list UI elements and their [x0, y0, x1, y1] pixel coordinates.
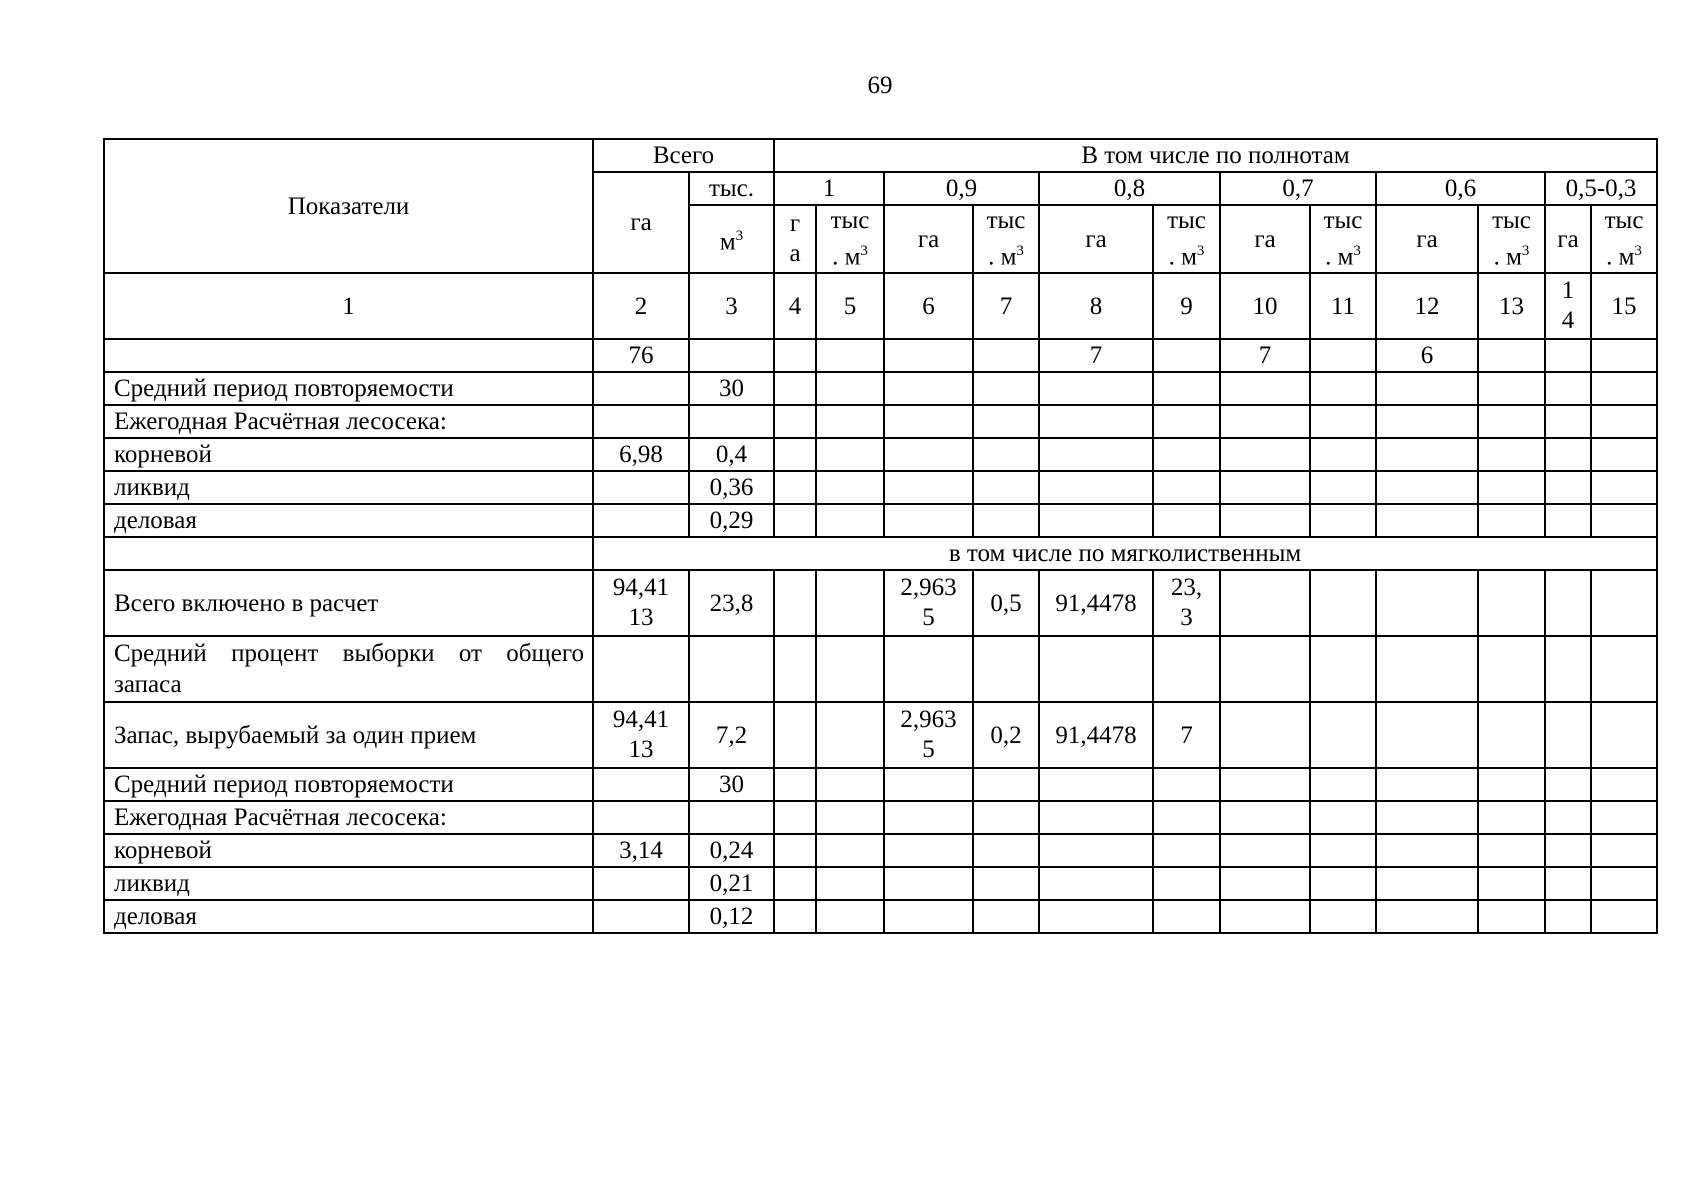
table-cell — [689, 339, 774, 372]
table-cell — [1545, 405, 1591, 438]
table-row — [104, 801, 1657, 834]
table-cell — [1591, 438, 1657, 471]
ha-unit-header: га — [1220, 205, 1310, 273]
row-label: Всего включено в расчет — [104, 570, 593, 636]
table-cell — [774, 405, 816, 438]
table-cell — [816, 372, 884, 405]
table-row — [104, 405, 1657, 438]
table-cell — [1478, 339, 1545, 372]
table-cell — [1545, 834, 1591, 867]
table-cell — [593, 636, 689, 702]
table-cell — [884, 768, 973, 801]
row-label: деловая — [104, 504, 593, 537]
ha-unit-header: га — [884, 205, 973, 273]
table-cell — [1591, 570, 1657, 636]
table-cell — [1220, 768, 1310, 801]
table-cell — [1376, 372, 1478, 405]
table-cell — [1310, 867, 1376, 900]
table-cell: 7 — [1220, 339, 1310, 372]
table-cell: 30 — [689, 768, 774, 801]
table-cell — [1545, 900, 1591, 933]
table-cell — [1039, 768, 1153, 801]
table-row — [104, 471, 1657, 504]
table-cell — [1153, 504, 1220, 537]
table-cell — [1310, 438, 1376, 471]
table-cell — [1376, 834, 1478, 867]
table-cell: 0,12 — [689, 900, 774, 933]
table-cell — [1591, 900, 1657, 933]
table-cell — [816, 339, 884, 372]
table-cell — [1220, 900, 1310, 933]
row-label: ликвид — [104, 471, 593, 504]
table-cell — [816, 636, 884, 702]
table-cell — [816, 504, 884, 537]
table-cell — [1039, 636, 1153, 702]
table-cell — [1376, 867, 1478, 900]
table-cell — [593, 867, 689, 900]
table-cell — [816, 702, 884, 768]
table-cell: 0,36 — [689, 471, 774, 504]
column-number: 10 — [1220, 273, 1310, 339]
table-row — [104, 339, 1657, 372]
table-cell — [1478, 471, 1545, 504]
table-cell — [1153, 801, 1220, 834]
table-cell — [774, 801, 816, 834]
table-cell — [1220, 504, 1310, 537]
table-cell — [973, 438, 1039, 471]
density-header-0-7: 0,7 — [1220, 172, 1376, 205]
table-cell — [1153, 768, 1220, 801]
table-cell — [973, 405, 1039, 438]
column-number: 7 — [973, 273, 1039, 339]
table-cell — [1478, 867, 1545, 900]
table-cell — [1039, 504, 1153, 537]
table-cell — [1591, 471, 1657, 504]
column-number: 1 4 — [1545, 273, 1591, 339]
table-cell — [884, 438, 973, 471]
row-label — [104, 339, 593, 372]
column-number: 13 — [1478, 273, 1545, 339]
table-cell — [1591, 339, 1657, 372]
table-cell — [1153, 372, 1220, 405]
table-cell — [1376, 471, 1478, 504]
row-label: корневой — [104, 438, 593, 471]
row-label: Средний процент выборки от общего запаса — [104, 636, 593, 702]
table-cell: 0,21 — [689, 867, 774, 900]
thous-m3-unit-header: тыс . $м^3$ — [1310, 205, 1376, 273]
table-cell — [973, 900, 1039, 933]
table-cell — [1376, 570, 1478, 636]
section-title: в том числе по мягколиственным — [593, 537, 1657, 570]
table-cell — [973, 636, 1039, 702]
table-cell: 7,2 — [689, 702, 774, 768]
table-cell — [593, 900, 689, 933]
column-number: 12 — [1376, 273, 1478, 339]
table-cell — [593, 768, 689, 801]
table-cell: 23,8 — [689, 570, 774, 636]
table-cell — [774, 636, 816, 702]
ha-unit-header: га — [1376, 205, 1478, 273]
forest-cutting-table — [103, 138, 1658, 934]
thous-m3-unit-header: тыс . $м^3$ — [816, 205, 884, 273]
table-cell — [1153, 900, 1220, 933]
table-cell — [1545, 867, 1591, 900]
table-cell — [1591, 636, 1657, 702]
table-cell — [1153, 339, 1220, 372]
ha-unit-header: га — [1039, 205, 1153, 273]
table-cell: 91,4478 — [1039, 702, 1153, 768]
table-cell — [973, 339, 1039, 372]
table-cell — [1545, 438, 1591, 471]
row-label: Запас, вырубаемый за один прием — [104, 702, 593, 768]
table-cell — [973, 834, 1039, 867]
column-number: 15 — [1591, 273, 1657, 339]
column-number: 2 — [593, 273, 689, 339]
table-cell — [1039, 405, 1153, 438]
table-cell — [1545, 801, 1591, 834]
table-cell — [1310, 900, 1376, 933]
table-row — [104, 867, 1657, 900]
table-cell — [1220, 801, 1310, 834]
table-cell — [884, 834, 973, 867]
page-number: 69 — [867, 72, 893, 99]
table-cell — [1310, 405, 1376, 438]
by-density-header: В том числе по полнотам — [774, 139, 1657, 172]
column-number: 5 — [816, 273, 884, 339]
table-cell — [774, 504, 816, 537]
table-cell — [774, 867, 816, 900]
table-cell — [1039, 471, 1153, 504]
table-cell — [884, 405, 973, 438]
row-label: Средний период повторяемости — [104, 768, 593, 801]
table-cell — [1545, 702, 1591, 768]
thous-m3-unit-header: тыс . $м^3$ — [973, 205, 1039, 273]
total-thous-header: тыс. — [689, 172, 774, 205]
table-cell — [1376, 438, 1478, 471]
table-cell — [1310, 768, 1376, 801]
table-cell — [774, 471, 816, 504]
table-cell — [774, 372, 816, 405]
table-cell — [1310, 636, 1376, 702]
column-number: 4 — [774, 273, 816, 339]
table-cell — [593, 372, 689, 405]
table-cell: 30 — [689, 372, 774, 405]
table-row — [104, 834, 1657, 867]
table-cell — [816, 834, 884, 867]
table-cell — [1376, 801, 1478, 834]
row-label: ликвид — [104, 867, 593, 900]
table-cell — [1478, 504, 1545, 537]
table-cell — [1153, 438, 1220, 471]
total-header: Всего — [593, 139, 774, 172]
table-cell — [973, 801, 1039, 834]
table-cell — [1376, 636, 1478, 702]
table-cell — [973, 372, 1039, 405]
table-cell — [1545, 636, 1591, 702]
table-cell — [1310, 702, 1376, 768]
table-cell — [884, 801, 973, 834]
table-cell: 3,14 — [593, 834, 689, 867]
table-cell — [816, 801, 884, 834]
density-header-0-8: 0,8 — [1039, 172, 1220, 205]
table-cell — [689, 801, 774, 834]
column-number: 3 — [689, 273, 774, 339]
table-cell: 94,41 13 — [593, 702, 689, 768]
column-number: 9 — [1153, 273, 1220, 339]
table-row — [104, 438, 1657, 471]
table-cell: 0,29 — [689, 504, 774, 537]
table-cell — [1220, 570, 1310, 636]
table-cell — [884, 471, 973, 504]
table-cell — [1591, 867, 1657, 900]
table-cell — [1376, 405, 1478, 438]
table-row — [104, 372, 1657, 405]
total-ha-header: га — [593, 172, 689, 273]
table-cell — [1545, 372, 1591, 405]
table-cell — [1478, 570, 1545, 636]
table-cell: 0,5 — [973, 570, 1039, 636]
row-label: Ежегодная Расчётная лесосека: — [104, 801, 593, 834]
table-cell — [1545, 570, 1591, 636]
table-cell — [1478, 801, 1545, 834]
column-number: 11 — [1310, 273, 1376, 339]
table-cell — [1039, 372, 1153, 405]
thous-m3-unit-header: тыс . $м^3$ — [1153, 205, 1220, 273]
table-cell — [1220, 867, 1310, 900]
table-cell — [1310, 471, 1376, 504]
table-cell — [816, 768, 884, 801]
table-cell: 0,24 — [689, 834, 774, 867]
table-cell — [774, 570, 816, 636]
table-cell — [1545, 504, 1591, 537]
table-cell — [1310, 504, 1376, 537]
row-label: деловая — [104, 900, 593, 933]
table-cell: 91,4478 — [1039, 570, 1153, 636]
table-cell — [1220, 372, 1310, 405]
table-cell: 76 — [593, 339, 689, 372]
table-cell — [1310, 834, 1376, 867]
table-cell — [1220, 471, 1310, 504]
table-cell — [1591, 372, 1657, 405]
table-row — [104, 570, 1657, 636]
table-cell — [1591, 834, 1657, 867]
table-cell — [1039, 438, 1153, 471]
column-number: 1 — [104, 273, 593, 339]
table-cell — [1478, 636, 1545, 702]
table-cell — [1153, 636, 1220, 702]
table-cell — [689, 405, 774, 438]
table-row — [104, 636, 1657, 702]
density-header-0-6: 0,6 — [1376, 172, 1545, 205]
table-cell — [816, 570, 884, 636]
table-cell — [816, 900, 884, 933]
table-cell — [884, 504, 973, 537]
table-cell: 0,2 — [973, 702, 1039, 768]
table-row — [104, 702, 1657, 768]
table-cell: 2,963 5 — [884, 702, 973, 768]
table-cell — [884, 900, 973, 933]
section-row — [104, 537, 1657, 570]
table-cell — [973, 471, 1039, 504]
row-label: Ежегодная Расчётная лесосека: — [104, 405, 593, 438]
table-cell — [884, 867, 973, 900]
table-cell — [973, 768, 1039, 801]
row-label — [104, 537, 593, 570]
table-cell — [1591, 504, 1657, 537]
ha-unit-header: га — [1545, 205, 1591, 273]
table-cell — [816, 405, 884, 438]
table-cell — [1478, 438, 1545, 471]
table-cell — [1039, 867, 1153, 900]
table-cell — [816, 867, 884, 900]
table-cell — [1478, 834, 1545, 867]
table-cell — [1478, 900, 1545, 933]
table-cell — [884, 636, 973, 702]
table-cell — [1376, 768, 1478, 801]
table-cell — [774, 768, 816, 801]
table-cell — [1545, 471, 1591, 504]
ha-unit-header: г а — [774, 205, 816, 273]
table-cell: 23, 3 — [1153, 570, 1220, 636]
table-cell — [1153, 867, 1220, 900]
table-cell — [1310, 372, 1376, 405]
density-header-0-9: 0,9 — [884, 172, 1039, 205]
density-header-0-5-0-3: 0,5-0,3 — [1545, 172, 1657, 205]
table-cell — [774, 339, 816, 372]
table-cell — [1310, 801, 1376, 834]
table-cell — [1220, 438, 1310, 471]
table-cell — [1039, 834, 1153, 867]
table-cell: 7 — [1039, 339, 1153, 372]
table-cell — [1591, 405, 1657, 438]
table-cell: 2,963 5 — [884, 570, 973, 636]
table-cell — [1376, 702, 1478, 768]
table-cell — [774, 438, 816, 471]
table-cell — [973, 504, 1039, 537]
table-cell: 6,98 — [593, 438, 689, 471]
table-cell — [689, 636, 774, 702]
table-cell: 7 — [1153, 702, 1220, 768]
table-cell — [774, 702, 816, 768]
table-cell — [1310, 339, 1376, 372]
table-cell — [1478, 372, 1545, 405]
table-row — [104, 504, 1657, 537]
table-cell — [1153, 834, 1220, 867]
table-cell — [1039, 801, 1153, 834]
table-cell: 94,41 13 — [593, 570, 689, 636]
table-cell — [816, 471, 884, 504]
column-number: 6 — [884, 273, 973, 339]
table-cell — [1478, 702, 1545, 768]
table-cell — [1376, 900, 1478, 933]
table-cell — [1545, 768, 1591, 801]
table-cell — [1591, 702, 1657, 768]
table-cell — [884, 339, 973, 372]
total-m3-header: $м^3$ — [689, 205, 774, 273]
table-cell — [1153, 471, 1220, 504]
table-cell — [973, 867, 1039, 900]
table-cell — [1153, 405, 1220, 438]
table-cell — [593, 801, 689, 834]
table-cell — [1478, 768, 1545, 801]
table-cell — [1220, 405, 1310, 438]
table-cell: 0,4 — [689, 438, 774, 471]
table-cell — [1591, 768, 1657, 801]
table-cell — [774, 834, 816, 867]
table-cell — [593, 471, 689, 504]
row-label: корневой — [104, 834, 593, 867]
table-cell — [1591, 801, 1657, 834]
table-cell — [593, 504, 689, 537]
table-cell — [1310, 570, 1376, 636]
table-cell — [1545, 339, 1591, 372]
column-number: 8 — [1039, 273, 1153, 339]
table-cell — [1039, 900, 1153, 933]
density-header-1: 1 — [774, 172, 884, 205]
indicators-header: Показатели — [104, 139, 593, 273]
table-row — [104, 900, 1657, 933]
table-cell — [816, 438, 884, 471]
row-label: Средний период повторяемости — [104, 372, 593, 405]
table-cell — [1220, 636, 1310, 702]
table-cell — [774, 900, 816, 933]
table-cell — [884, 372, 973, 405]
table-cell — [1220, 702, 1310, 768]
table-row — [104, 768, 1657, 801]
table-cell: 6 — [1376, 339, 1478, 372]
table-cell — [1220, 834, 1310, 867]
thous-m3-unit-header: тыс . $м^3$ — [1591, 205, 1657, 273]
table-cell — [593, 405, 689, 438]
table-cell — [1478, 405, 1545, 438]
thous-m3-unit-header: тыс . $м^3$ — [1478, 205, 1545, 273]
table-cell — [1376, 504, 1478, 537]
